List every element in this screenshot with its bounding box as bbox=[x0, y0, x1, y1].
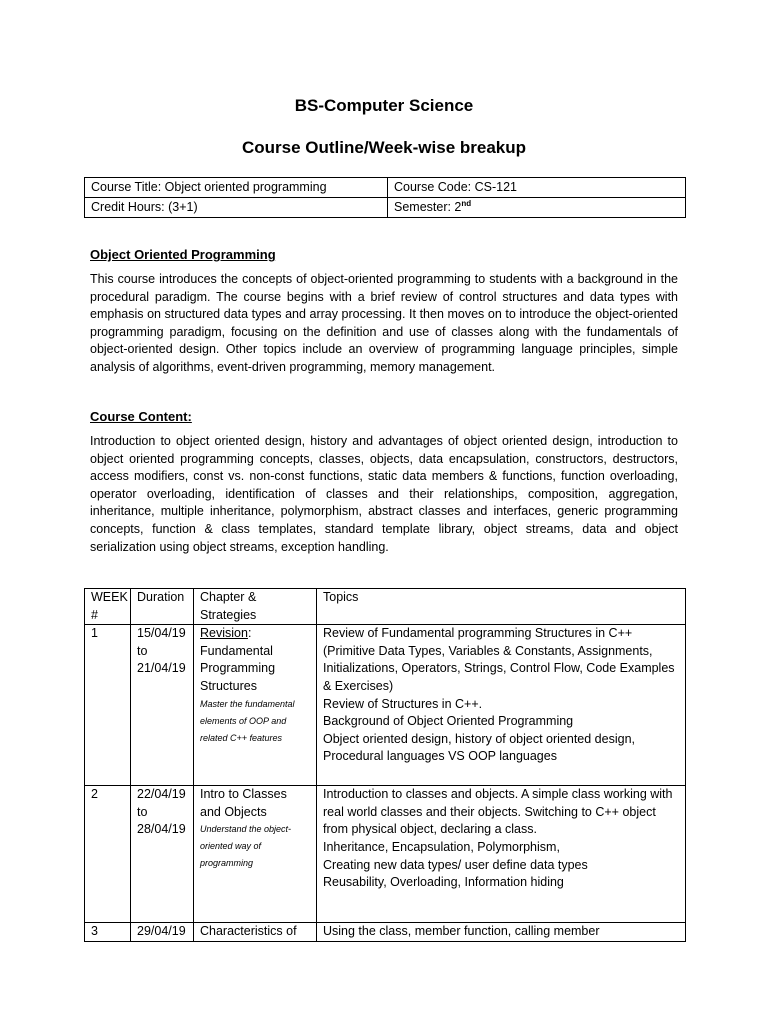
week-number: 3 bbox=[85, 923, 131, 942]
chapter-strategy: Master the fundamental elements of OOP and related C++ features bbox=[200, 698, 295, 743]
duration-end: 21/04/19 bbox=[137, 661, 186, 676]
chapter-title bbox=[200, 625, 310, 695]
topic-line: Introduction to classes and objects. A simple class working with real world classes and their objects. Switching to C++ object from physical object, declaring a class. bbox=[323, 787, 673, 837]
course-info-table bbox=[84, 177, 686, 218]
course-code-cell: Course Code: CS-121 bbox=[388, 178, 686, 198]
duration-to: to bbox=[137, 643, 148, 658]
course-title-cell: Course Title: Object oriented programming bbox=[85, 178, 388, 198]
week-number: 2 bbox=[85, 786, 131, 923]
week-duration bbox=[131, 786, 194, 923]
chapter-strategy: Understand the object-oriented way of programming bbox=[200, 824, 292, 869]
week-number: 1 bbox=[85, 625, 131, 786]
duration-end: 28/04/19 bbox=[137, 822, 186, 837]
table-row bbox=[85, 786, 686, 923]
topic-line: Reusability, Overloading, Information hiding bbox=[323, 875, 564, 890]
topic-line: Inheritance, Encapsulation, Polymorphism, bbox=[323, 839, 560, 854]
week-duration: 29/04/19 bbox=[131, 923, 194, 942]
chapter-prefix: Revision bbox=[200, 626, 248, 641]
oop-heading: Object Oriented Programming bbox=[90, 247, 276, 262]
topic-line: Object oriented design, history of object oriented design, Procedural languages VS OOP languages bbox=[323, 731, 635, 764]
header-chapter: Chapter & Strategies bbox=[194, 589, 317, 625]
week-topics bbox=[317, 786, 686, 923]
oop-description: This course introduces the concepts of object-oriented programming to students with a background in the procedural paradigm. The course begins with a brief review of control structures and data types with emphasis on structured data types and array processing. It then moves on to introduce the object-oriented programming paradigm, focusing on the definition and use of classes along with the fundamentals of object-oriented design. Other topics include an overview of programming language principles, simple analysis of algorithms, event-driven programming, memory management. bbox=[90, 272, 678, 374]
semester-cell bbox=[388, 198, 686, 218]
chapter-colon: : bbox=[247, 626, 252, 641]
duration-start: 22/04/19 bbox=[137, 787, 186, 802]
topic-line: Review of Fundamental programming Structures in C++ (Primitive Data Types, Variables & Constants, Assignments, Initializations, Operators, Strings, Control Flow, Code Examples & Exercises) bbox=[323, 626, 675, 693]
week-chapter: Characteristics of bbox=[194, 923, 317, 942]
credit-hours-cell: Credit Hours: (3+1) bbox=[85, 198, 388, 218]
topic-line: Creating new data types/ user define data types bbox=[323, 857, 588, 872]
program-title: BS-Computer Science bbox=[294, 96, 474, 115]
header-topics: Topics bbox=[317, 589, 686, 625]
header-week: WEEK # bbox=[85, 589, 131, 625]
table-row bbox=[85, 923, 686, 942]
topic-line: Review of Structures in C++. bbox=[323, 696, 483, 711]
chapter-title: Intro to Classes and Objects bbox=[200, 787, 287, 819]
week-topics bbox=[317, 625, 686, 786]
semester-suffix: nd bbox=[461, 198, 472, 208]
header-duration: Duration bbox=[131, 589, 194, 625]
table-header-row bbox=[85, 589, 686, 625]
week-chapter bbox=[194, 625, 317, 786]
duration-start: 15/04/19 bbox=[137, 626, 186, 641]
topic-line: Background of Object Oriented Programming bbox=[323, 714, 574, 729]
week-duration bbox=[131, 625, 194, 786]
course-content-text: Introduction to object oriented design, history and advantages of object oriented design, introduction to object oriented programming concepts, classes, objects, data encapsulation, constructors, destructors, access modifiers, const vs. non-const functions, static data members & functions, function overloading, operator overloading, identification of classes and their relationships, composition, aggregation, inheritance, multiple inheritance, polymorphism, abstract classes and interfaces, generic programming concepts, function & class templates, standard template library, object streams, data and object serialization using object streams, exception handling. bbox=[90, 434, 678, 554]
outline-title: Course Outline/Week-wise breakup bbox=[241, 138, 527, 157]
week-topics: Using the class, member function, calling member bbox=[317, 923, 686, 942]
semester-label: Semester: 2 bbox=[394, 200, 462, 214]
course-content-heading: Course Content: bbox=[90, 409, 192, 424]
info-row bbox=[85, 178, 686, 198]
table-row bbox=[85, 625, 686, 786]
info-row bbox=[85, 198, 686, 218]
chapter-rest: Fundamental Programming Structures bbox=[200, 643, 276, 693]
week-chapter bbox=[194, 786, 317, 923]
weekly-breakup-table bbox=[84, 588, 686, 942]
duration-to: to bbox=[137, 804, 148, 819]
